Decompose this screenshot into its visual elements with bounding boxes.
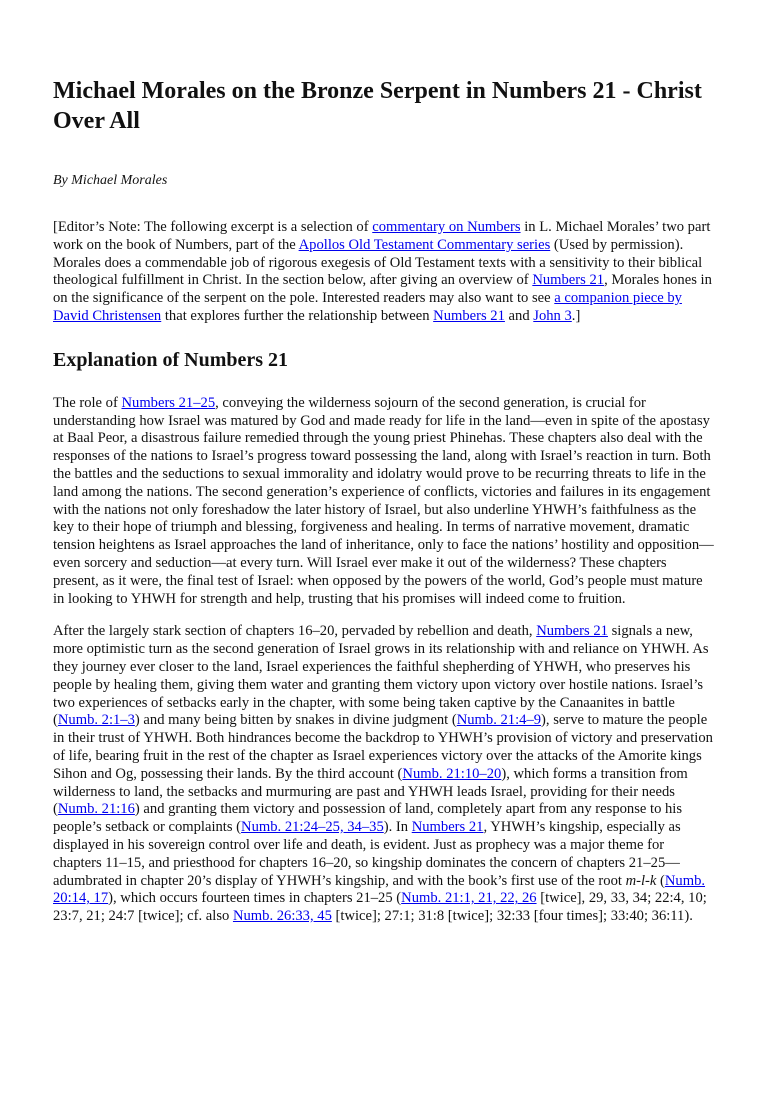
text: .] (571, 307, 581, 324)
text: and (504, 307, 534, 324)
text: [Editor’s Note: The following excerpt is a selection of (53, 219, 373, 235)
body-paragraph (53, 623, 716, 926)
text: ( (656, 872, 665, 889)
link-companion-piece[interactable]: a companion piece by David Christensen (53, 290, 682, 324)
link-numb-26-33[interactable]: Numb. 26:33, 45 (232, 908, 332, 925)
link-numb-21-24-25[interactable]: Numb. 21:24–25, 34–35 (241, 819, 384, 836)
text: ) and many being bitten by snakes in divine judgment ( (134, 712, 457, 729)
link-numbers-21[interactable]: Numbers 21 (433, 307, 505, 324)
text: signals a new, more optimistic turn as the second generation of Israel grows in its relationship with and reliance on YHWH. As they journey ever closer to the land, Israel experiences the faithful shepherding of YHWH, who preserves his people by healing them, giving them water and granting them victory upon victory over hostile nations. Israel’s two experiences of setbacks early in the chapter, with some being taken captive by the Canaanites in battle ( (53, 623, 709, 729)
text: that explores further the relationship between (161, 307, 434, 324)
text: ) and granting them victory and possession of land, completely apart from any response to his people’s setback or complaints ( (53, 801, 683, 836)
text: [twice]; 27:1; 31:8 [twice]; 32:33 [four times]; 33:40; 36:11). (331, 908, 693, 925)
link-numb-21-4-9[interactable]: Numb. 21:4–9 (456, 712, 542, 729)
body-paragraph (53, 395, 716, 609)
text: ), which forms a transition from wilderness to land, the setbacks and murmuring are past and YHWH leads Israel, providing for their needs ( (53, 765, 688, 818)
root-term: m-l-k (625, 872, 657, 889)
link-numb-21-1[interactable]: Numb. 21:1, 21, 22, 26 (401, 890, 537, 907)
text: , conveying the wilderness sojourn of the second generation, is crucial for understanding how Israel was matured by God and made ready for life in the land—even in spite of the apostasy at Baal Peor, a disastrous failure remedied through the young priest Phinehas. These chapters also deal with the responses of the nations to Israel’s progress toward possessing the land, along with Israel’s reaction in turn. Both the battles and the seductions to sexual immorality and idolatry would prove to be recurring threats to life in the land among the nations. The second generation’s experience of conflicts, victories and failures in its engagement with the nations not only foreshadow the later history of Israel, but also underline YHWH’s faithfulness as the key to their hope of triumph and blessing, forgiveness and healing. In terms of narrative movement, dramatic tension heightens as Israel approaches the land of inheritance, only to face the nations’ hostility and opposition—even sorcery and seduction—at every turn. Will Israel ever make it out of the wilderness? These chapters present, as it were, the final test of Israel: when opposed by the powers of the world, God’s people must mature in looking to YHWH for strength and help, trusting that his promises will indeed come to fruition. (53, 394, 714, 607)
link-numb-21-16[interactable]: Numb. 21:16 (57, 801, 135, 818)
article-title: Michael Morales on the Bronze Serpent in Numbers 21 - Christ Over All (53, 78, 702, 134)
text: The role of (53, 394, 122, 411)
editor-note (53, 219, 716, 326)
text: ), which occurs fourteen times in chapters 21–25 ( (108, 890, 402, 907)
article-page (0, 76, 768, 926)
link-john-3[interactable]: John 3 (533, 307, 572, 324)
text: , Morales hones in on the significance of the serpent on the pole. Interested readers may also want to see (53, 272, 712, 307)
text: (Used by permission). Morales does a commendable job of rigorous exegesis of Old Testament texts with a sensitivity to their biblical theological fulfillment in Christ. In the section below, after giving an overview of (53, 236, 703, 289)
text: in L. Michael Morales’ two part work on the book of Numbers, part of the (53, 219, 711, 253)
text: [twice], 29, 33, 34; 22:4, 10; 23:7, 21; 24:7 [twice]; cf. also (53, 890, 707, 925)
link-apollos-series[interactable]: Apollos Old Testament Commentary series (298, 236, 551, 253)
link-numbers-21[interactable]: Numbers 21 (536, 623, 608, 640)
text: ). In (383, 819, 412, 836)
link-numb-2-1-3[interactable]: Numb. 2:1–3 (57, 712, 135, 729)
link-numb-21-10-20[interactable]: Numb. 21:10–20 (402, 765, 502, 782)
text: After the largely stark section of chapters 16–20, pervaded by rebellion and death, (53, 623, 537, 640)
link-numbers-21[interactable]: Numbers 21 (411, 819, 484, 836)
text: ), serve to mature the people in their trust of YHWH. Both hindrances become the backdrop to YHWH’s provision of victory and preservation of life, bearing fruit in the rest of the chapter as Israel experiences victory over the attacks of the Amorite kings Sihon and Og, possessing their lands. By the third account ( (53, 712, 713, 782)
link-numbers-21[interactable]: Numbers 21 (532, 272, 605, 289)
section-heading: Explanation of Numbers 21 (53, 348, 289, 371)
link-numb-20-14[interactable]: Numb. 20:14, 17 (53, 872, 706, 907)
link-numbers-21-25[interactable]: Numbers 21–25 (121, 394, 216, 411)
link-commentary-on-numbers[interactable]: commentary on Numbers (372, 219, 521, 235)
text: , YHWH’s kingship, especially as displayed in his sovereign control over life and death, is evident. Just as prophecy was a major theme for chapters 11–15, and priesthood for chapters 16–20, so kingship dominates the concern of chapters 21–25—adumbrated in chapter 20’s display of YHWH’s kingship, and with the book’s first use of the root (53, 819, 681, 889)
byline: By Michael Morales (53, 173, 168, 188)
